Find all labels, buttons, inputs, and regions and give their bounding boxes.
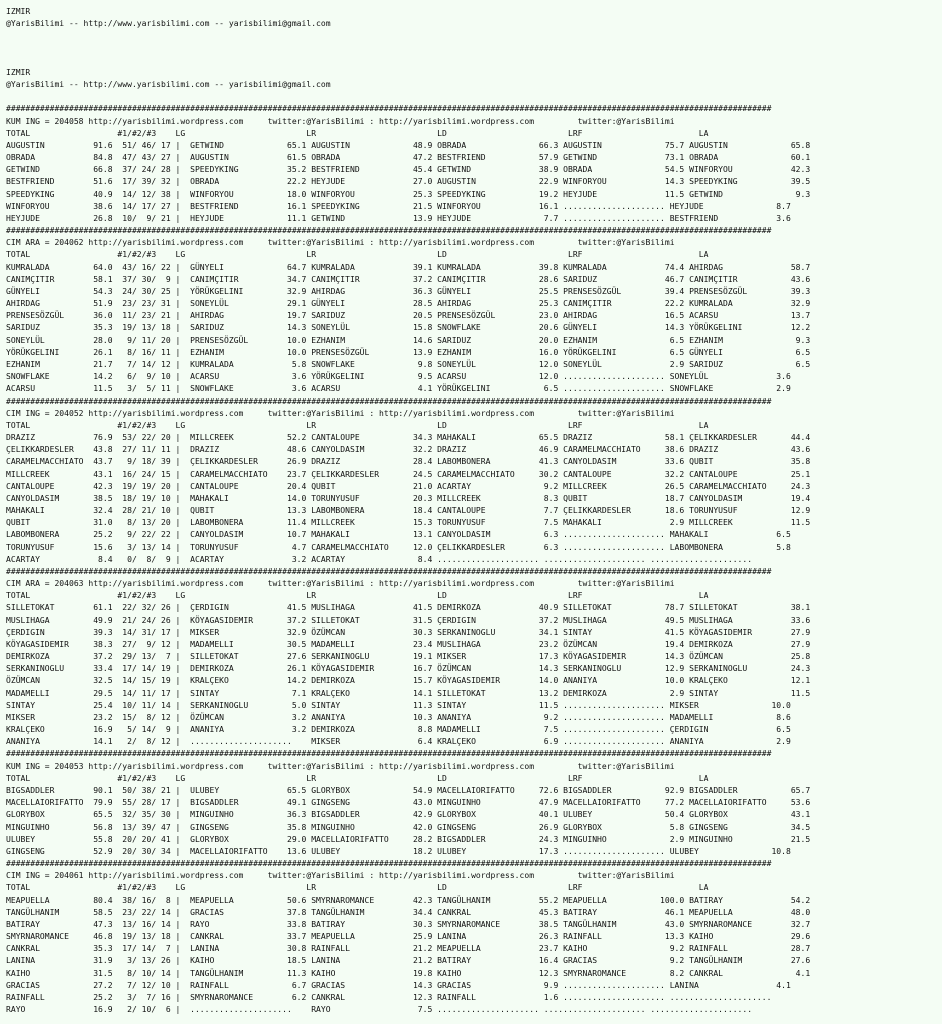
data-row: MUSLIHAGA 49.9 21/ 24/ 26 | KÖYAGASIDEMIR 37.2 SILLETOKAT 31.5 ÇERDIGIN 37.2 MUSLIHAGA 49.5 MUSLIHAGA 33.6 <box>6 615 811 625</box>
data-row: SARIDUZ 35.3 19/ 13/ 18 | SARIDUZ 14.3 SONEYLÜL 15.8 SNOWFLAKE 20.6 GÜNYELI 14.3 YÖRÜKGELINI 12.2 <box>6 323 811 333</box>
data-row: MAHAKALI 32.4 28/ 21/ 10 | QUBIT 13.3 LABOMBONERA 18.4 CANTALOUPE 7.7 ÇELIKKARDESLER 18.6 TORUNYUSUF 12.9 <box>6 506 811 516</box>
data-row: SINTAY 25.4 10/ 11/ 14 | SERKANINOGLU 5.0 SINTAY 11.3 SINTAY 11.5 ..................... MIKSER 10.0 <box>6 700 791 710</box>
section-divider: ############################################################################################################################################################## <box>6 566 772 576</box>
blank-line <box>6 91 942 103</box>
data-row: AHIRDAG 51.9 23/ 23/ 31 | SONEYLÜL 29.1 GÜNYELI 28.5 AHIRDAG 25.3 CANIMÇITIR 22.2 KUMRALADA 32.9 <box>6 299 811 309</box>
data-row: DEMIRKOZA 37.2 29/ 13/ 7 | SILLETOKAT 27.6 SERKANINOGLU 19.1 MIKSER 17.3 KÖYAGASIDEMIR 14.3 ÖZÜMCAN 25.8 <box>6 652 811 662</box>
data-row: ÇELIKKARDESLER 43.8 27/ 11/ 11 | DRAZIZ 48.6 CANYOLDASIM 32.2 DRAZIZ 46.9 CARAMELMACCHIATO 38.6 DRAZIZ 43.6 <box>6 445 811 455</box>
race-statistics-document <box>6 6 942 1024</box>
data-row: CARAMELMACCHIATO 43.7 9/ 18/ 39 | ÇELIKKARDESLER 26.9 DRAZIZ 28.4 LABOMBONERA 41.3 CANYOLDASIM 33.6 QUBIT 35.8 <box>6 457 811 467</box>
data-row: PRENSESÖZGÜL 36.0 11/ 23/ 21 | AHIRDAG 19.7 SARIDUZ 20.5 PRENSESÖZGÜL 23.0 AHIRDAG 16.5 ACARSU 13.7 <box>6 311 811 321</box>
data-row: CANTALOUPE 42.3 19/ 19/ 20 | CANTALOUPE 20.4 QUBIT 21.0 ACARTAY 9.2 MILLCREEK 26.5 CARAMELMACCHIATO 24.3 <box>6 481 811 491</box>
data-row: MADAMELLI 29.5 14/ 11/ 17 | SINTAY 7.1 KRALÇEKO 14.1 SILLETOKAT 13.2 DEMIRKOZA 2.9 SINTAY 11.5 <box>6 688 811 698</box>
section-divider: ############################################################################################################################################################## <box>6 749 772 759</box>
blank-line <box>6 43 942 55</box>
column-header-line: TOTAL #1/#2/#3 LG LR LD LRF LA <box>6 128 709 138</box>
contact-line: @YarisBilimi -- http://www.yarisbilimi.com -- yarisbilimi@gmail.com <box>6 80 331 90</box>
data-row: ULUBEY 55.8 20/ 20/ 41 | GLORYBOX 29.0 MACELLAIORIFATTO 28.2 BIGSADDLER 24.3 MINGUINHO 2.9 MINGUINHO 21.5 <box>6 834 811 844</box>
data-row: MEAPUELLA 80.4 38/ 16/ 8 | MEAPUELLA 50.6 SMYRNAROMANCE 42.3 TANGÜLHANIM 55.2 MEAPUELLA 100.0 BATIRAY 54.2 <box>6 895 811 905</box>
data-row: ANANIYA 14.1 2/ 8/ 12 | ..................... MIKSER 6.4 KRALÇEKO 6.9 ..................... ANANIYA 2.9 <box>6 737 791 747</box>
data-row: SPEEDYKING 40.9 14/ 12/ 38 | WINFORYOU 18.0 WINFORYOU 25.3 SPEEDYKING 19.2 HEYJUDE 11.5 GETWIND 9.3 <box>6 189 811 199</box>
race-header-line: CIM ING = 204061 http://yarisbilimi.wordpress.com twitter:@YarisBilimi : http://yarisbilimi.wordpress.com twitter:@YarisBilimi <box>6 871 675 881</box>
data-row: GÜNYELI 54.3 24/ 30/ 25 | YÖRÜKGELINI 32.9 AHIRDAG 36.3 GÜNYELI 25.5 PRENSESÖZGÜL 39.4 PRENSESÖZGÜL 39.3 <box>6 286 811 296</box>
data-row: CANKRAL 35.3 17/ 14/ 7 | LANINA 30.8 RAINFALL 21.2 MEAPUELLA 23.7 KAIHO 9.2 RAINFALL 28.7 <box>6 944 811 954</box>
column-header-line: TOTAL #1/#2/#3 LG LR LD LRF LA <box>6 250 709 260</box>
race-header-line: CIM ING = 204052 http://yarisbilimi.wordpress.com twitter:@YarisBilimi : http://yarisbilimi.wordpress.com twitter:@YarisBilimi <box>6 408 675 418</box>
data-row: SONEYLÜL 28.0 9/ 11/ 20 | PRENSESÖZGÜL 10.0 EZHANIM 14.6 SARIDUZ 20.0 EZHANIM 6.5 EZHANIM 9.3 <box>6 335 811 345</box>
column-header-line: TOTAL #1/#2/#3 LG LR LD LRF LA <box>6 420 709 430</box>
data-row: MILLCREEK 43.1 16/ 24/ 15 | CARAMELMACCHIATO 23.7 ÇELIKKARDESLER 24.5 CARAMELMACCHIATO 30.2 CANTALOUPE 32.2 CANTALOUPE 25.1 <box>6 469 811 479</box>
column-header-line: TOTAL #1/#2/#3 LG LR LD LRF LA <box>6 883 709 893</box>
data-row: WINFORYOU 38.6 14/ 17/ 27 | BESTFRIEND 16.1 SPEEDYKING 21.5 WINFORYOU 16.1 ..................... HEYJUDE 8.7 <box>6 201 791 211</box>
data-row: SMYRNAROMANCE 46.8 19/ 13/ 18 | CANKRAL 33.7 MEAPUELLA 25.9 LANINA 26.3 RAINFALL 13.3 KAIHO 29.6 <box>6 932 811 942</box>
data-row: MIKSER 23.2 15/ 8/ 12 | ÖZÜMCAN 3.2 ANANIYA 10.3 ANANIYA 9.2 ..................... MADAMELLI 8.6 <box>6 712 791 722</box>
data-row: LANINA 31.9 3/ 13/ 26 | KAIHO 18.5 LANINA 21.2 BATIRAY 16.4 GRACIAS 9.2 TANGÜLHANIM 27.6 <box>6 956 811 966</box>
data-row: GETWIND 66.8 37/ 24/ 28 | SPEEDYKING 35.2 BESTFRIEND 45.4 GETWIND 38.9 OBRADA 54.5 WINFORYOU 42.3 <box>6 165 811 175</box>
race-header-line: KUM ING = 204053 http://yarisbilimi.wordpress.com twitter:@YarisBilimi : http://yarisbilimi.wordpress.com twitter:@YarisBilimi <box>6 761 675 771</box>
city-title: IZMIR <box>6 7 31 16</box>
data-row: RAINFALL 25.2 3/ 7/ 16 | SMYRNAROMANCE 6.2 CANKRAL 12.3 RAINFALL 1.6 ..................... ..................... <box>6 992 772 1002</box>
column-header-line: TOTAL #1/#2/#3 LG LR LD LRF LA <box>6 773 709 783</box>
data-row: ÇERDIGIN 39.3 14/ 31/ 17 | MIKSER 32.9 ÖZÜMCAN 30.3 SERKANINOGLU 34.1 SINTAY 41.5 KÖYAGASIDEMIR 27.9 <box>6 627 811 637</box>
contact-line: @YarisBilimi -- http://www.yarisbilimi.com -- yarisbilimi@gmail.com <box>6 19 331 29</box>
data-row: RAYO 16.9 2/ 10/ 6 | ..................... RAYO 7.5 ..................... ..................... ..................... <box>6 1005 753 1015</box>
section-divider: ############################################################################################################################################################## <box>6 104 772 114</box>
section-divider: ############################################################################################################################################################## <box>6 859 772 869</box>
data-row: ACARTAY 8.4 0/ 8/ 9 | ACARTAY 3.2 ACARTAY 8.4 ..................... ..................... ..................... <box>6 554 753 564</box>
data-row: SERKANINOGLU 33.4 17/ 14/ 19 | DEMIRKOZA 26.1 KÖYAGASIDEMIR 16.7 ÖZÜMCAN 14.3 SERKANINOGLU 12.9 SERKANINOGLU 24.3 <box>6 664 811 674</box>
data-row: GLORYBOX 65.5 32/ 35/ 30 | MINGUINHO 36.3 BIGSADDLER 42.9 GLORYBOX 40.1 ULUBEY 50.4 GLORYBOX 43.1 <box>6 810 811 820</box>
blank-line <box>6 30 942 42</box>
data-row: EZHANIM 21.7 7/ 14/ 12 | KUMRALADA 5.8 SNOWFLAKE 9.8 SONEYLÜL 12.0 SONEYLÜL 2.9 SARIDUZ 6.5 <box>6 359 811 369</box>
data-row: MACELLAIORIFATTO 79.9 55/ 28/ 17 | BIGSADDLER 49.1 GINGSENG 43.0 MINGUINHO 47.9 MACELLAIORIFATTO 77.2 MACELLAIORIFATTO 53.6 <box>6 798 811 808</box>
data-row: TORUNYUSUF 15.6 3/ 13/ 14 | TORUNYUSUF 4.7 CARAMELMACCHIATO 12.0 ÇELIKKARDESLER 6.3 ..................... LABOMBONERA 5.8 <box>6 542 791 552</box>
data-row: HEYJUDE 26.8 10/ 9/ 21 | HEYJUDE 11.1 GETWIND 13.9 HEYJUDE 7.7 ..................... BESTFRIEND 3.6 <box>6 213 791 223</box>
data-row: KÖYAGASIDEMIR 38.3 27/ 9/ 12 | MADAMELLI 30.5 MADAMELLI 23.4 MUSLIHAGA 23.2 ÖZÜMCAN 19.4 DEMIRKOZA 27.9 <box>6 639 811 649</box>
data-row: KAIHO 31.5 8/ 10/ 14 | TANGÜLHANIM 11.3 KAIHO 19.8 KAIHO 12.3 SMYRNAROMANCE 8.2 CANKRAL 4.1 <box>6 968 811 978</box>
section-divider: ############################################################################################################################################################## <box>6 396 772 406</box>
data-row: SILLETOKAT 61.1 22/ 32/ 26 | ÇERDIGIN 41.5 MUSLIHAGA 41.5 DEMIRKOZA 40.9 SILLETOKAT 78.7 SILLETOKAT 38.1 <box>6 603 811 613</box>
data-row: OBRADA 84.8 47/ 43/ 27 | AUGUSTIN 61.5 OBRADA 47.2 BESTFRIEND 57.9 GETWIND 73.1 OBRADA 60.1 <box>6 153 811 163</box>
city-title: IZMIR <box>6 67 31 77</box>
data-row: LABOMBONERA 25.2 9/ 22/ 22 | CANYOLDASIM 10.7 MAHAKALI 13.1 CANYOLDASIM 6.3 ..................... MAHAKALI 6.5 <box>6 530 791 540</box>
race-header-line: CIM ARA = 204062 http://yarisbilimi.wordpress.com twitter:@YarisBilimi : http://yarisbilimi.wordpress.com twitter:@YarisBilimi <box>6 238 675 248</box>
data-row: YÖRÜKGELINI 26.1 8/ 16/ 11 | EZHANIM 10.0 PRENSESÖZGÜL 13.9 EZHANIM 16.0 YÖRÜKGELINI 6.5 GÜNYELI 6.5 <box>6 347 811 357</box>
data-row: AUGUSTIN 91.6 51/ 46/ 17 | GETWIND 65.1 AUGUSTIN 48.9 OBRADA 66.3 AUGUSTIN 75.7 AUGUSTIN 65.8 <box>6 140 811 150</box>
data-row: BIGSADDLER 90.1 50/ 38/ 21 | ULUBEY 65.5 GLORYBOX 54.9 MACELLAIORIFATTO 72.6 BIGSADDLER 92.9 BIGSADDLER 65.7 <box>6 786 811 795</box>
race-header-line: KUM ING = 204058 http://yarisbilimi.wordpress.com twitter:@YarisBilimi : http://yarisbilimi.wordpress.com twitter:@YarisBilimi <box>6 116 675 126</box>
data-row: SNOWFLAKE 14.2 6/ 9/ 10 | ACARSU 3.6 YÖRÜKGELINI 9.5 ACARSU 12.0 ..................... SONEYLÜL 3.6 <box>6 372 791 382</box>
data-row: TANGÜLHANIM 58.5 23/ 22/ 14 | GRACIAS 37.8 TANGÜLHANIM 34.4 CANKRAL 45.3 BATIRAY 46.1 MEAPUELLA 48.0 <box>6 907 811 917</box>
data-row: BATIRAY 47.3 13/ 16/ 14 | RAYO 33.8 BATIRAY 30.3 SMYRNAROMANCE 38.5 TANGÜLHANIM 43.0 SMYRNAROMANCE 32.7 <box>6 919 811 929</box>
data-row: ACARSU 11.5 3/ 5/ 11 | SNOWFLAKE 3.6 ACARSU 4.1 YÖRÜKGELINI 6.5 ..................... SNOWFLAKE 2.9 <box>6 384 791 394</box>
data-row: GRACIAS 27.2 7/ 12/ 10 | RAINFALL 6.7 GRACIAS 14.3 GRACIAS 9.9 ..................... LANINA 4.1 <box>6 980 791 990</box>
data-row: QUBIT 31.0 8/ 13/ 20 | LABOMBONERA 11.4 MILLCREEK 15.3 TORUNYUSUF 7.5 MAHAKALI 2.9 MILLCREEK 11.5 <box>6 518 811 528</box>
data-row: ÖZÜMCAN 32.5 14/ 15/ 19 | KRALÇEKO 14.2 DEMIRKOZA 15.7 KÖYAGASIDEMIR 14.0 ANANIYA 10.0 KRALÇEKO 12.1 <box>6 676 811 686</box>
data-row: GINGSENG 52.9 20/ 30/ 34 | MACELLAIORIFATTO 13.6 ULUBEY 18.2 ULUBEY 17.3 ..................... ULUBEY 10.8 <box>6 846 791 856</box>
data-row: KRALÇEKO 16.9 5/ 14/ 9 | ANANIYA 3.2 DEMIRKOZA 8.8 MADAMELLI 7.5 ..................... ÇERDIGIN 6.5 <box>6 725 791 735</box>
section-divider: ############################################################################################################################################################## <box>6 226 772 236</box>
race-header-line: CIM ARA = 204063 http://yarisbilimi.wordpress.com twitter:@YarisBilimi : http://yarisbilimi.wordpress.com twitter:@YarisBilimi <box>6 579 675 589</box>
data-row: CANIMÇITIR 58.1 37/ 30/ 9 | CANIMÇITIR 34.7 CANIMÇITIR 37.2 CANIMÇITIR 28.6 SARIDUZ 46.7 CANIMÇITIR 43.6 <box>6 274 811 284</box>
data-row: BESTFRIEND 51.6 17/ 39/ 32 | OBRADA 22.2 HEYJUDE 27.0 AUGUSTIN 22.9 WINFORYOU 14.3 SPEEDYKING 39.5 <box>6 177 811 187</box>
data-row: DRAZIZ 76.9 53/ 22/ 20 | MILLCREEK 52.2 CANTALOUPE 34.3 MAHAKALI 65.5 DRAZIZ 58.1 ÇELIKKARDESLER 44.4 <box>6 433 811 443</box>
column-header-line: TOTAL #1/#2/#3 LG LR LD LRF LA <box>6 591 709 601</box>
data-row: MINGUINHO 56.8 13/ 39/ 47 | GINGSENG 35.8 MINGUINHO 42.0 GINGSENG 26.9 GLORYBOX 5.8 GINGSENG 34.5 <box>6 822 811 832</box>
data-row: KUMRALADA 64.0 43/ 16/ 22 | GÜNYELI 64.7 KUMRALADA 39.1 KUMRALADA 39.8 KUMRALADA 74.4 AHIRDAG 58.7 <box>6 262 811 272</box>
blank-line <box>6 55 942 67</box>
data-row: CANYOLDASIM 38.5 18/ 19/ 10 | MAHAKALI 14.0 TORUNYUSUF 20.3 MILLCREEK 8.3 QUBIT 18.7 CANYOLDASIM 19.4 <box>6 493 811 503</box>
